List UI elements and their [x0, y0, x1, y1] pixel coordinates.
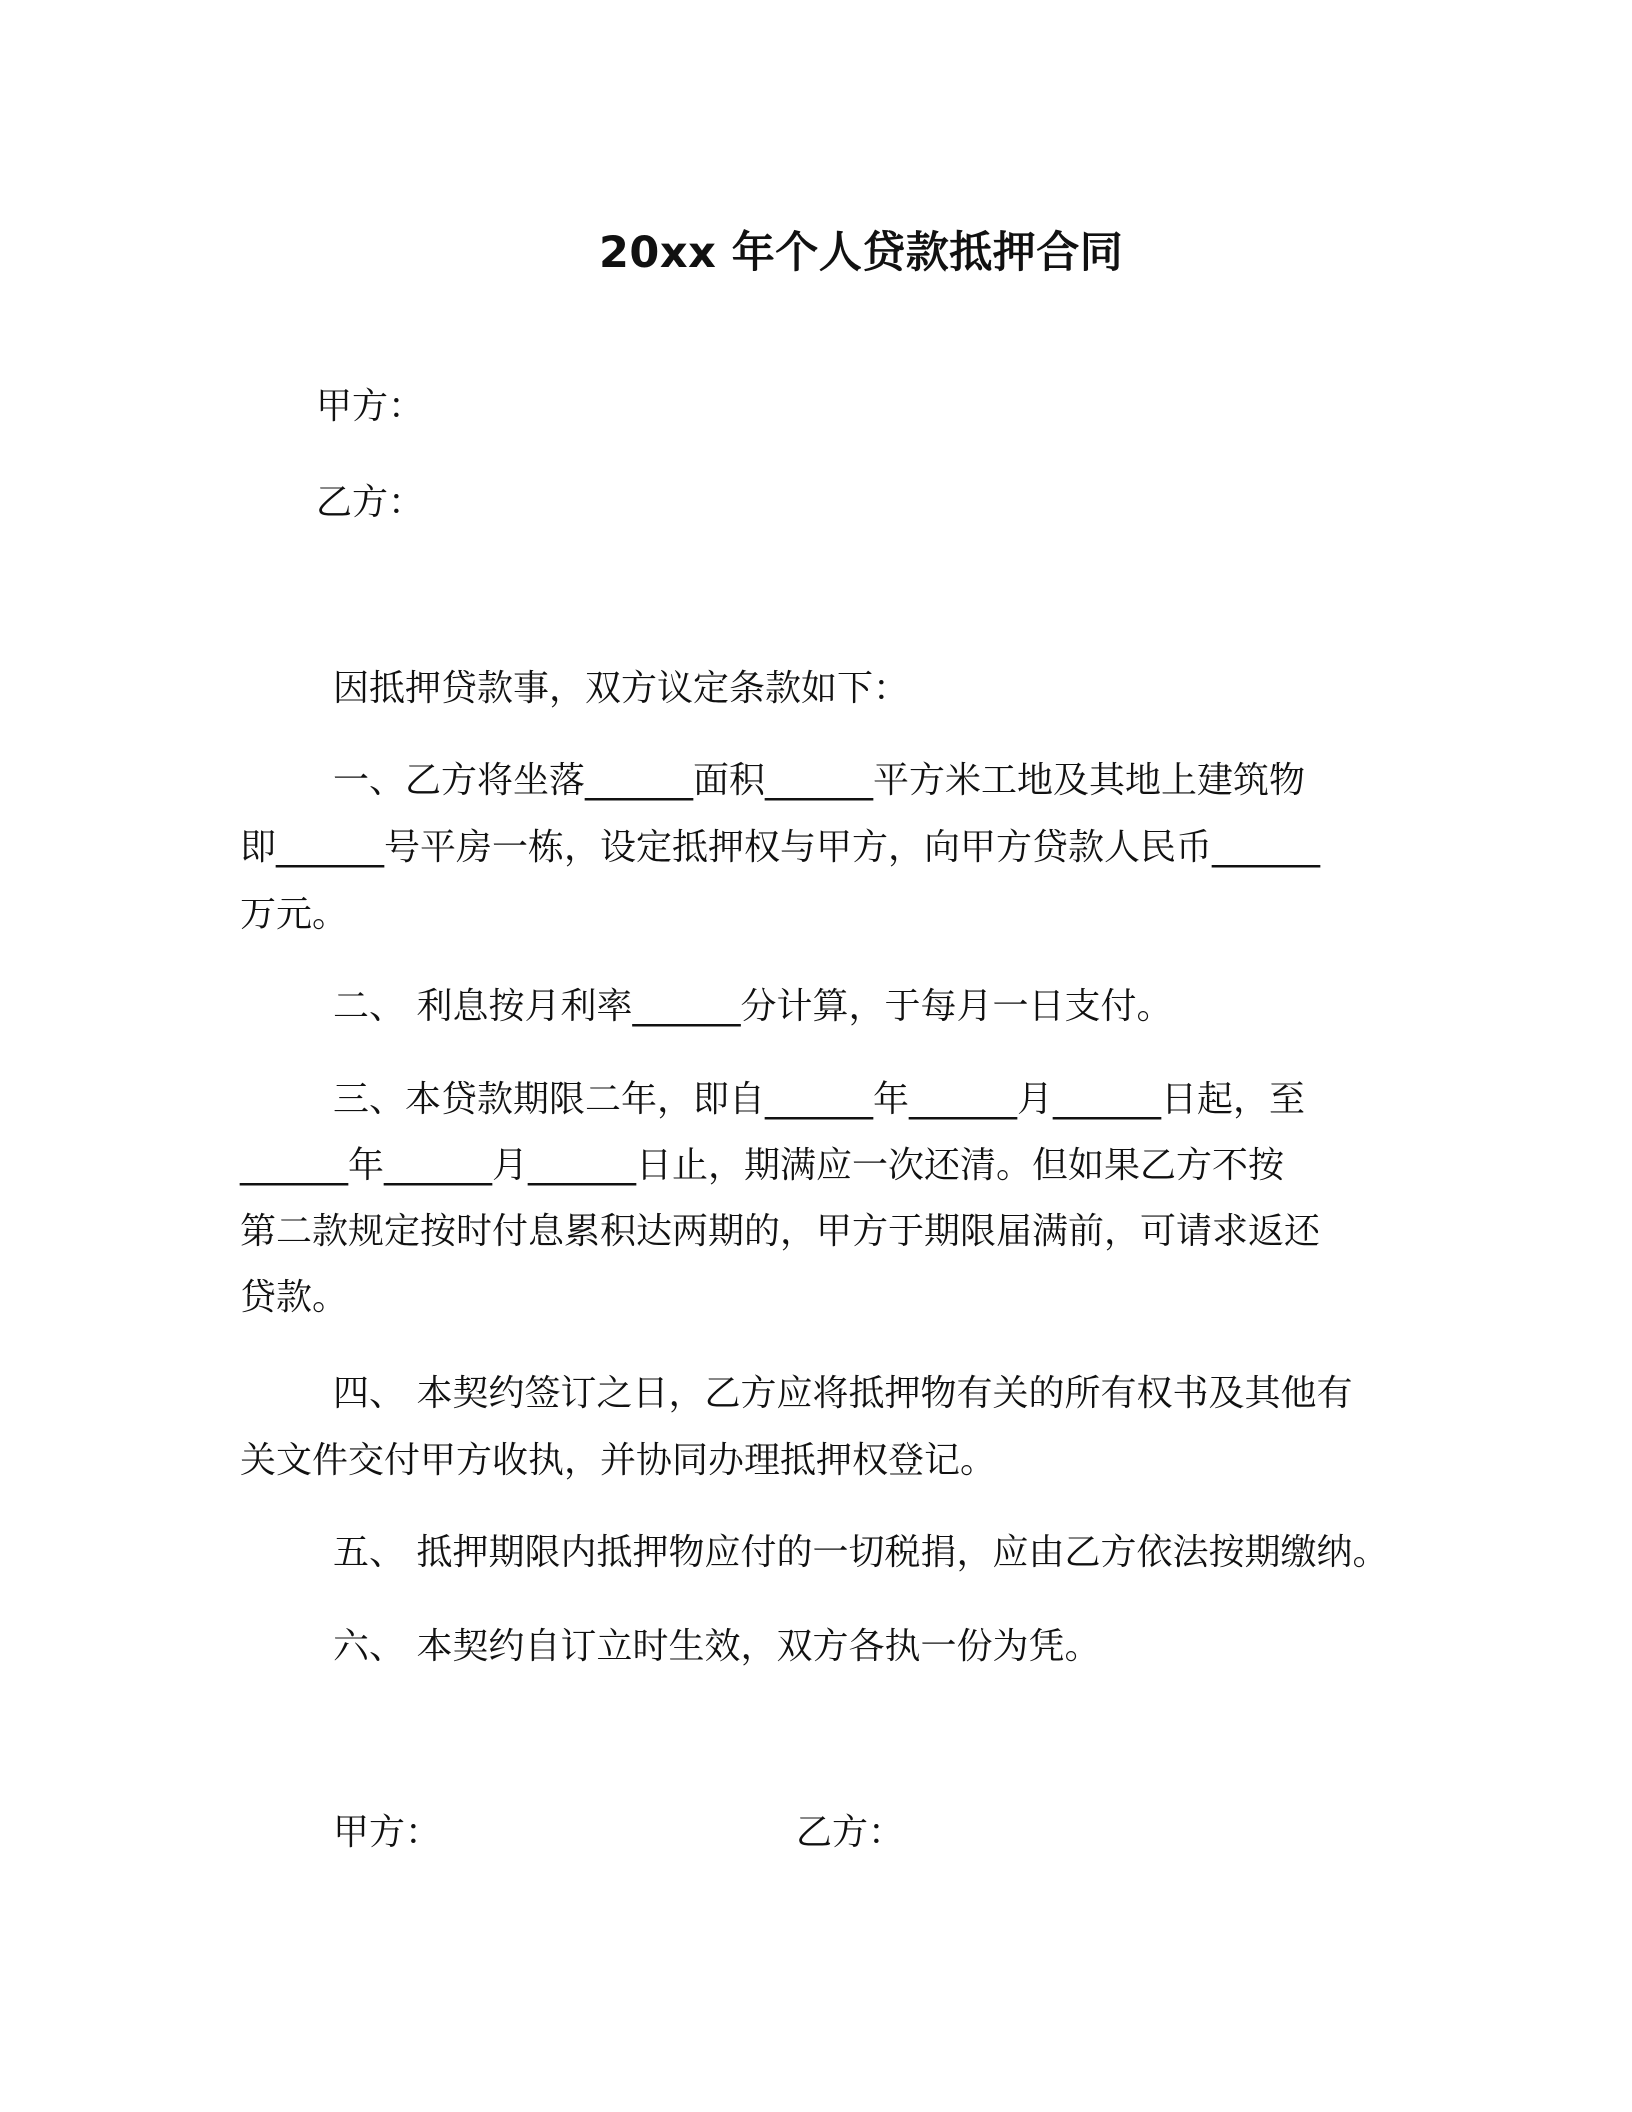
- clause-1: [240, 747, 1320, 948]
- signature-party-b-label: 乙方：: [796, 1812, 905, 1853]
- clause-line: ______年______月______日止，期满应一次还清。但如果乙方不按: [240, 1145, 1285, 1186]
- clause-line: 万元。: [240, 894, 349, 935]
- clause-line: 三、本贷款期限二年，即自______年______月______日起，至: [333, 1079, 1306, 1120]
- clause-2: [240, 974, 1172, 1040]
- intro-paragraph: [240, 656, 909, 722]
- clause-line: 即______号平房一栋，设定抵押权与甲方，向甲方贷款人民币______: [240, 827, 1321, 868]
- clause-6: [240, 1614, 1100, 1680]
- clause-5: [240, 1520, 1388, 1586]
- signature-party-a-label: 甲方：: [333, 1812, 442, 1853]
- clause-line: 贷款。: [240, 1277, 349, 1318]
- clause-line: 五、 抵押期限内抵押物应付的一切税捐，应由乙方依法按期缴纳。: [333, 1532, 1389, 1573]
- clause-line: 六、 本契约自订立时生效，双方各执一份为凭。: [333, 1626, 1101, 1667]
- party-a-label: 甲方：: [316, 386, 425, 427]
- document-title: 20xx 年个人贷款抵押合同: [599, 228, 1124, 278]
- clause-line: 二、 利息按月利率______分计算，于每月一日支付。: [333, 986, 1173, 1027]
- clause-3: [240, 1067, 1320, 1331]
- clause-line: 关文件交付甲方收执，并协同办理抵押权登记。: [240, 1440, 997, 1481]
- clause-line: 四、 本契约签订之日，乙方应将抵押物有关的所有权书及其他有: [333, 1373, 1353, 1414]
- clause-line: 第二款规定按时付息累积达两期的，甲方于期限届满前，可请求返还: [240, 1211, 1321, 1252]
- clause-4: [240, 1360, 1352, 1494]
- intro-line: 因抵押贷款事，双方议定条款如下：: [333, 668, 910, 709]
- party-b-label: 乙方：: [316, 482, 425, 523]
- clause-line: 一、乙方将坐落______面积______平方米工地及其地上建筑物: [333, 760, 1306, 801]
